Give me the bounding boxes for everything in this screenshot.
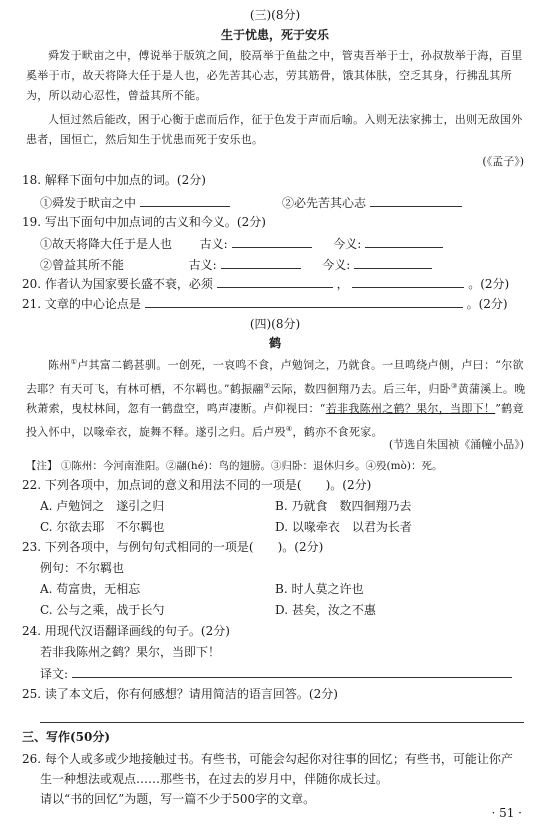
answer-blank-19-2-modern[interactable] (354, 255, 432, 269)
question-21-text: 21. 文章的中心论点是 (22, 297, 141, 311)
question-18-item-2-text: ②必先苦其心志 (282, 196, 367, 210)
question-19-item-2-text: ②曾益其所不能 (40, 258, 125, 272)
passage-3-paragraph-2: 人恒过然后能改，困于心衡于虑而后作，征于色发于声而后喻。入则无法家拂士，出则无敌国外患者，国恒亡，然后知生于忧患而死于安乐也。 (26, 113, 523, 146)
section-4-heading: (四)(8分) (249, 317, 301, 331)
passage-4-text-e: ”鹤竟投入怀中，以喙牵衣，旋舞不释。遂引之归。后卢殁 (26, 402, 524, 439)
question-22: 22. 下列各项中，加点词的意义和用法不同的一项是( )。(2分) (22, 478, 372, 492)
section-3-heading: (三)(8分) (249, 8, 301, 22)
question-24-answer-row (40, 664, 530, 682)
passage-4-notes: 【注】 ①陈州：今河南淮阳。②翮(hé)：鸟的翅膀。③归卧：退休归乡。④殁(mò)：死。 (26, 460, 443, 472)
writing-section-heading: 三、写作(50分) (22, 730, 111, 744)
passage-4-text-a: 陈州 (48, 358, 71, 372)
answer-blank-21[interactable] (145, 294, 463, 308)
question-23-example: 例句：不尔羁也 (40, 561, 125, 575)
page-number: · 51 · (491, 806, 522, 820)
question-25: 25. 读了本文后，你有何感想？请用简洁的语言回答。(2分) (22, 687, 338, 701)
passage-4-text-f: ，鹤亦不食死家。 (292, 425, 383, 439)
passage-3-title: 生于忧患，死于安乐 (220, 28, 329, 42)
answer-blank-19-1-ancient[interactable] (232, 234, 312, 248)
passage-4-text-b: 卢其富二鹤甚驯。一创死，一哀鸣不食，卢勉饲之，乃就食。一旦鸣绕卢侧，卢曰：“尔欲去耶？有天可飞，有林可栖，不尔羁也。”鹤振翮 (26, 358, 524, 396)
question-23-option-b[interactable]: B. 时人莫之许也 (275, 582, 364, 596)
question-18-item-1-text: ①舜发于畎亩之中 (40, 196, 137, 210)
question-19-item-2 (40, 255, 530, 273)
question-23: 23. 下列各项中，与例句句式相同的一项是( )。(2分) (22, 540, 324, 554)
passage-3-source: (《孟子》) (482, 155, 524, 168)
question-22-option-d[interactable]: D. 以喙牵衣 以君为长者 (275, 520, 412, 534)
question-23-option-c[interactable]: C. 公与之乘，战于长勺 (40, 603, 165, 617)
question-20: 20. 作者认为国家要长盛不衰，必须 ， 。(2分) (22, 274, 532, 294)
question-19-item-1 (40, 234, 530, 252)
answer-blank-20-1[interactable] (217, 274, 333, 288)
passage-3-paragraph-1: 舜发于畎亩之中，傅说举于版筑之间，胶鬲举于鱼盐之中，管夷吾举于士，孙叔敖举于海，百里奚举于市，故天将降大任于是人也，必先苦其心志，劳其筋骨，饿其体肤，空乏其身，行拂乱其所为，所以动心忍性，曾益其所不能。 (26, 49, 523, 102)
answer-blank-20-2[interactable] (352, 274, 464, 288)
answer-blank-19-1-modern[interactable] (365, 234, 443, 248)
question-23-option-a[interactable]: A. 苟富贵，无相忘 (40, 582, 141, 596)
question-19-2-ancient-label: 古义: (188, 258, 217, 272)
answer-blank-19-2-ancient[interactable] (221, 255, 301, 269)
question-24: 24. 用现代汉语翻译画线的句子。(2分) (22, 624, 230, 638)
passage-4-title: 鹤 (268, 336, 281, 350)
translation-label: 译文: (40, 667, 69, 681)
question-21 (22, 294, 532, 314)
question-18-item-1 (40, 193, 230, 211)
question-22-option-b[interactable]: B. 乃就食 数四徊翔乃去 (275, 499, 412, 513)
question-19-1-modern-label: 今义: (333, 237, 362, 251)
answer-blank-18-1[interactable] (140, 193, 230, 207)
question-19-2-modern-label: 今义: (322, 258, 351, 272)
passage-4-text-c: 云际，数四徊翔乃去。后三年，归卧 (270, 382, 452, 396)
question-26-line-3: 请以“书的回忆”为题，写一篇不少于500字的文章。 (40, 792, 316, 806)
question-20-points: 。(2分) (468, 277, 510, 291)
question-19: 19. 写出下面句中加点词的古义和今义。(2分) (22, 215, 266, 229)
question-19-1-ancient-label: 古义: (199, 237, 228, 251)
underlined-sentence: 若非我陈州之鹤？果尔，当即下！ (325, 402, 496, 416)
question-18-item-2 (282, 193, 462, 211)
question-26-line-1: 26. 每个人或多或少地接触过书。有些书，可能会勾起你对往事的回忆；有些书，可能让你产 (22, 752, 513, 766)
question-19-item-1-text: ①故天将降大任于是人也 (40, 237, 173, 251)
answer-line-25[interactable] (40, 722, 524, 723)
question-21-points: 。(2分) (466, 297, 508, 311)
question-22-option-c[interactable]: C. 尔欲去耶 不尔羁也 (40, 520, 165, 534)
question-20-text: 20. 作者认为国家要长盛不衰，必须 (22, 277, 213, 291)
question-23-option-d[interactable]: D. 甚矣，汝之不惠 (275, 603, 376, 617)
question-26-line-2: 生一种想法或观点……那些书，在过去的岁月中，伴随你成长过。 (40, 772, 389, 786)
answer-blank-24[interactable] (72, 664, 512, 678)
passage-4-paragraph: 陈州①卢其富二鹤甚驯。一创死，一哀鸣不食，卢勉饲之，乃就食。一旦鸣绕卢侧，卢曰：“尔欲去耶？有天可飞，有林可栖，不尔羁也。”鹤振翮②云际，数四徊翔乃去。后三年，归卧③黄蒲溪上。晚秋萧索，曳杖林间，忽有一鹤盘空，鸣声凄断。卢仰视曰：“若非我陈州之鹤？果尔，当即下！”鹤竟投入怀中，以喙牵衣，旋舞不释。遂引之归。后卢殁④，鹤亦不食死家。 (26, 358, 526, 439)
question-18: 18. 解释下面句中加点的词。(2分) (22, 173, 206, 187)
passage-4-source: (节选自朱国祯《涌幢小品》) (388, 438, 524, 451)
question-24-sentence: 若非我陈州之鹤？果尔，当即下！ (40, 645, 221, 659)
answer-blank-18-2[interactable] (370, 193, 462, 207)
passage-4-text-d: 黄蒲溪上。晚秋萧索，曳杖林间，忽有一鹤盘空，鸣声凄断。卢仰视曰：“ (26, 382, 526, 416)
question-22-option-a[interactable]: A. 卢勉饲之 遂引之归 (40, 499, 165, 513)
